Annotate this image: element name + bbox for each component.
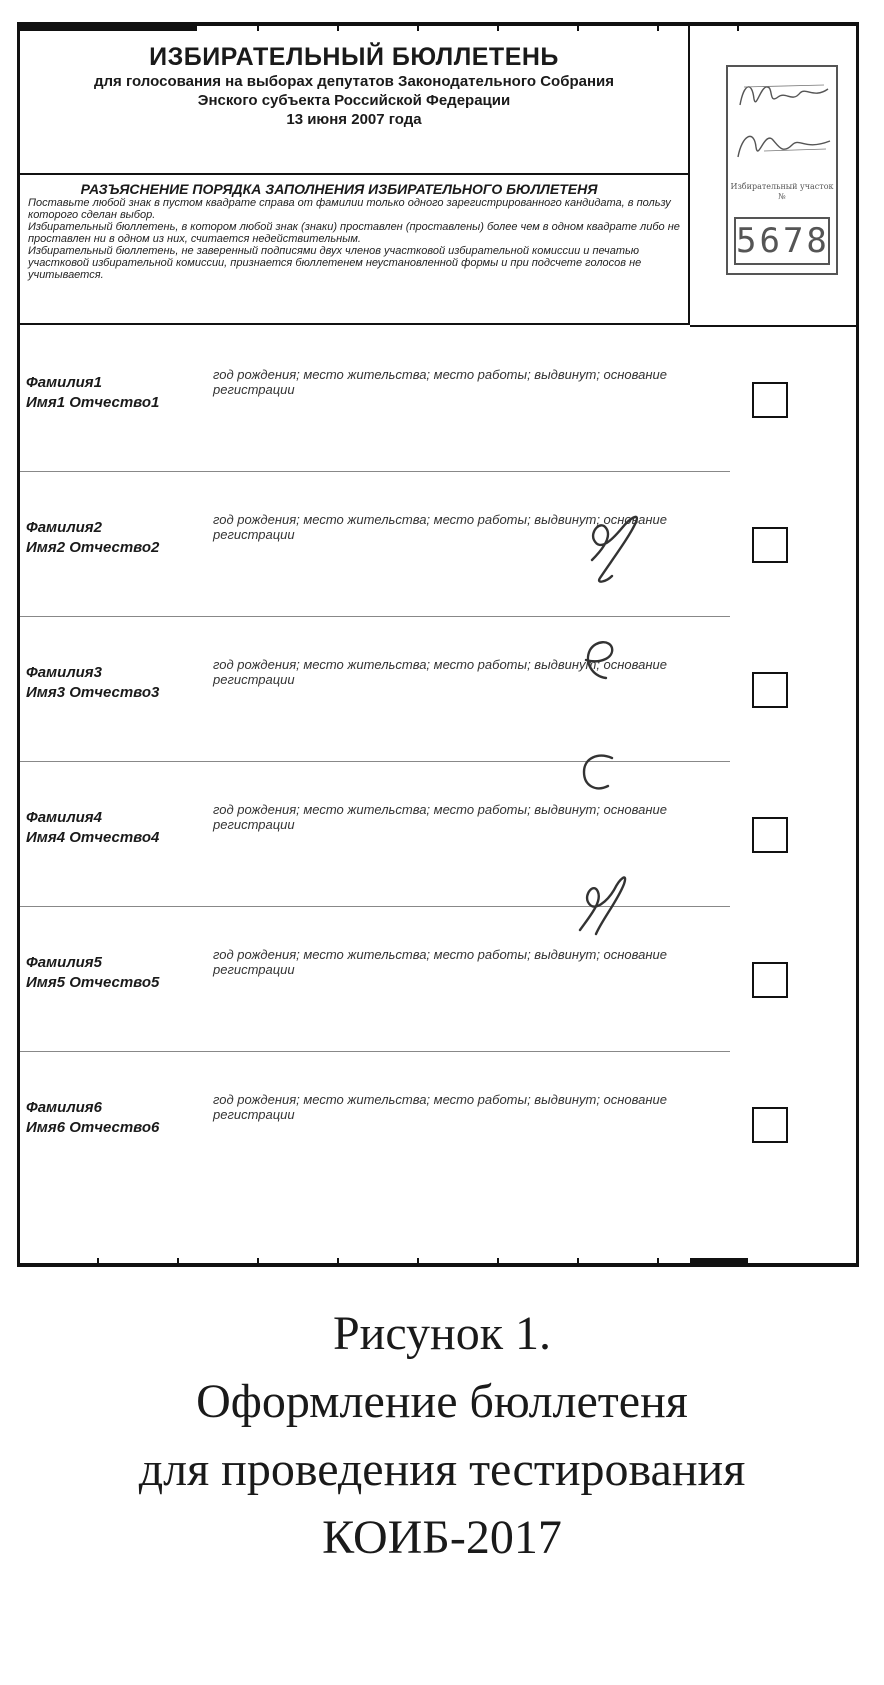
vote-checkbox[interactable] <box>752 817 788 853</box>
candidate-info: год рождения; место жительства; место работы; выдвинут; основание регистрации <box>213 1092 668 1122</box>
vote-checkbox[interactable] <box>752 527 788 563</box>
candidate-name <box>26 808 159 848</box>
instructions-title: РАЗЪЯСНЕНИЕ ПОРЯДКА ЗАПОЛНЕНИЯ ИЗБИРАТЕЛЬНОГО БЮЛЛЕТЕНЯ <box>80 181 598 197</box>
stamp-column <box>690 25 859 327</box>
candidate-row <box>20 907 859 1052</box>
vote-checkbox[interactable] <box>752 382 788 418</box>
ballot-header <box>20 25 690 175</box>
stamp-label <box>728 182 836 202</box>
candidate-surname: Фамилия4 <box>26 809 102 826</box>
candidate-info: год рождения; место жительства; место работы; выдвинут; основание регистрации <box>213 367 668 397</box>
candidate-info: год рождения; место жительства; место работы; выдвинут; основание регистрации <box>213 657 668 687</box>
candidate-surname: Фамилия1 <box>26 374 102 391</box>
candidate-given-names: Имя5 Отчество5 <box>26 974 160 991</box>
signature-1 <box>734 75 834 115</box>
stamp-label-line: Избирательный участок <box>730 182 834 191</box>
caption-line: Оформление бюллетеня <box>196 1375 688 1428</box>
vote-checkbox[interactable] <box>752 672 788 708</box>
candidate-info: год рождения; место жительства; место работы; выдвинут; основание регистрации <box>213 512 668 542</box>
instructions-paragraph: Избирательный бюллетень, не заверенный подписями двух членов участковой избирательной комиссии и печатью участковой избирательной комиссии, признается бюллетенем неустановленной формы и при подсчете голосов не учитывается. <box>28 245 642 281</box>
candidate-name <box>26 663 159 703</box>
instructions-paragraph: Поставьте любой знак в пустом квадрате справа от фамилии только одного зарегистрированного кандидата, в пользу которого сделан выбор. <box>28 197 671 221</box>
polling-station-number: 5678 <box>734 217 830 265</box>
candidate-name <box>26 953 159 993</box>
signature-2 <box>734 125 834 165</box>
candidate-info: год рождения; место жительства; место работы; выдвинут; основание регистрации <box>213 947 668 977</box>
election-date: 13 июня 2007 года <box>286 111 422 128</box>
candidate-given-names: Имя4 Отчество4 <box>26 829 160 846</box>
caption-line: Рисунок 1. <box>332 1307 552 1360</box>
instructions-paragraph: Избирательный бюллетень, в котором любой знак (знаки) проставлен (проставлены) более чем в одном квадрате либо не проставлен ни в одном из них, считается недействительным. <box>28 221 680 245</box>
candidate-row <box>20 327 859 472</box>
subtitle-line: для голосования на выборах депутатов Законодательного Собрания <box>94 73 614 90</box>
ballot <box>17 22 859 1267</box>
stamp-label-line: № <box>778 192 786 201</box>
subtitle-line: Энского субъекта Российской Федерации <box>197 92 511 109</box>
caption-line: КОИБ-2017 <box>322 1511 562 1564</box>
candidate-info: год рождения; место жительства; место работы; выдвинут; основание регистрации <box>213 802 668 832</box>
candidate-name <box>26 518 159 558</box>
candidate-surname: Фамилия3 <box>26 664 102 681</box>
candidate-given-names: Имя3 Отчество3 <box>26 684 160 701</box>
candidate-row <box>20 1052 859 1197</box>
candidate-given-names: Имя1 Отчество1 <box>26 394 160 411</box>
candidate-row <box>20 472 859 617</box>
ballot-title: ИЗБИРАТЕЛЬНЫЙ БЮЛЛЕТЕНЬ <box>149 43 559 71</box>
figure-caption <box>0 1300 884 1572</box>
commission-stamp <box>726 65 838 275</box>
vote-checkbox[interactable] <box>752 1107 788 1143</box>
vote-checkbox[interactable] <box>752 962 788 998</box>
candidate-surname: Фамилия6 <box>26 1099 102 1116</box>
candidate-row <box>20 762 859 907</box>
candidate-surname: Фамилия5 <box>26 954 102 971</box>
candidate-given-names: Имя6 Отчество6 <box>26 1119 160 1136</box>
candidate-given-names: Имя2 Отчество2 <box>26 539 160 556</box>
caption-line: для проведения тестирования <box>138 1443 746 1496</box>
bottom-timing-marks <box>17 1257 859 1267</box>
candidate-row <box>20 617 859 762</box>
candidate-surname: Фамилия2 <box>26 519 102 536</box>
candidate-name <box>26 1098 159 1138</box>
candidate-name <box>26 373 159 413</box>
instructions-block <box>20 175 690 325</box>
